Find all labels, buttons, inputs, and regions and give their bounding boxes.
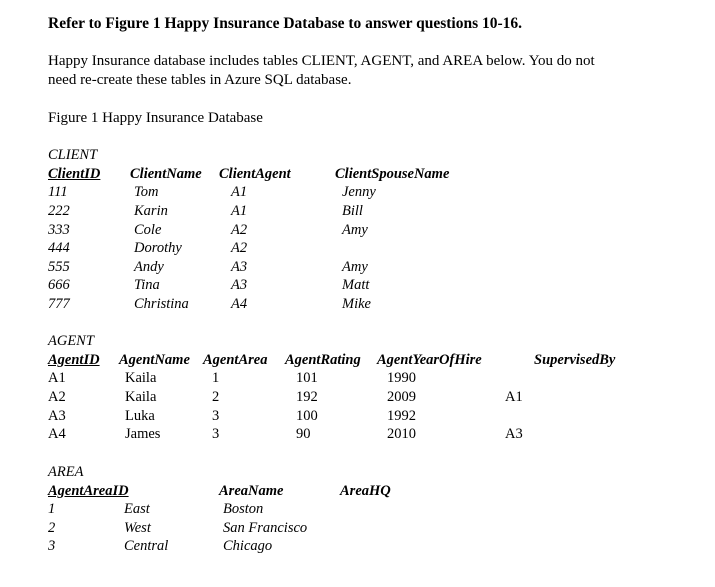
agent-name: Kaila [125, 370, 157, 386]
client-agent: A1 [231, 203, 248, 219]
client-agent: A2 [231, 222, 248, 238]
area-header-name: AreaName [219, 483, 284, 499]
intro-line-1: Happy Insurance database includes tables CLIENT, AGENT, and AREA below. You do not [48, 53, 595, 69]
client-id: 333 [48, 222, 70, 238]
agent-name: James [125, 426, 161, 442]
client-spouse: Matt [342, 277, 370, 293]
area-header-id: AgentAreaID [48, 483, 129, 499]
agent-year: 1992 [387, 408, 416, 424]
agent-header-area: AgentArea [203, 352, 268, 368]
heading: Refer to Figure 1 Happy Insurance Database to answer questions 10-16. [48, 15, 523, 32]
agent-rating: 192 [296, 389, 318, 405]
client-name: Dorothy [134, 240, 182, 256]
client-agent: A1 [231, 184, 248, 200]
client-name: Andy [134, 259, 164, 275]
area-header-hq: AreaHQ [340, 483, 391, 499]
agent-table-title: AGENT [48, 333, 94, 349]
agent-area: 2 [212, 389, 220, 405]
client-header-id: ClientID [48, 166, 101, 182]
client-spouse: Jenny [342, 184, 376, 200]
agent-supervisor: A1 [505, 389, 523, 405]
client-spouse: Mike [342, 296, 371, 312]
client-name: Tom [134, 184, 159, 200]
agent-year: 1990 [387, 370, 416, 386]
agent-header-rating: AgentRating [285, 352, 361, 368]
agent-name: Luka [125, 408, 155, 424]
agent-area: 3 [212, 426, 220, 442]
client-spouse: Amy [342, 259, 368, 275]
client-name: Tina [134, 277, 160, 293]
agent-year: 2010 [387, 426, 416, 442]
agent-rating: 101 [296, 370, 318, 386]
client-agent: A3 [231, 259, 248, 275]
intro-line-2: need re-create these tables in Azure SQL database. [48, 72, 352, 88]
area-id: 1 [48, 501, 56, 517]
agent-supervisor: A3 [505, 426, 523, 442]
client-name: Christina [134, 296, 189, 312]
client-spouse: Amy [342, 222, 368, 238]
agent-id: A1 [48, 370, 66, 386]
figure-caption: Figure 1 Happy Insurance Database [48, 110, 263, 126]
agent-header-yearofhire: AgentYearOfHire [377, 352, 482, 368]
area-id: 3 [48, 538, 56, 554]
area-city: Chicago [223, 538, 273, 554]
client-id: 222 [48, 203, 70, 219]
client-name: Karin [134, 203, 168, 219]
client-header-spouse: ClientSpouseName [335, 166, 450, 182]
area-region: East [124, 501, 150, 517]
client-id: 444 [48, 240, 70, 256]
area-region: West [124, 520, 151, 536]
agent-id: A3 [48, 408, 66, 424]
area-table-title: AREA [48, 464, 84, 480]
client-name: Cole [134, 222, 162, 238]
agent-rating: 90 [296, 426, 311, 442]
agent-header-supervisedby: SupervisedBy [534, 352, 616, 368]
agent-header-id: AgentID [48, 352, 100, 368]
client-table-title: CLIENT [48, 147, 98, 163]
client-header-name: ClientName [130, 166, 202, 182]
client-agent: A3 [231, 277, 248, 293]
agent-rating: 100 [296, 408, 318, 424]
agent-id: A4 [48, 426, 66, 442]
area-city: Boston [223, 501, 264, 517]
agent-id: A2 [48, 389, 66, 405]
area-id: 2 [48, 520, 56, 536]
agent-area: 1 [212, 370, 220, 386]
agent-area: 3 [212, 408, 220, 424]
client-id: 555 [48, 259, 70, 275]
client-id: 777 [48, 296, 70, 312]
client-id: 111 [48, 184, 68, 200]
agent-name: Kaila [125, 389, 157, 405]
client-id: 666 [48, 277, 70, 293]
client-spouse: Bill [342, 203, 363, 219]
client-agent: A4 [231, 296, 248, 312]
agent-year: 2009 [387, 389, 416, 405]
agent-header-name: AgentName [119, 352, 190, 368]
area-city: San Francisco [223, 520, 308, 536]
client-header-agent: ClientAgent [219, 166, 291, 182]
client-agent: A2 [231, 240, 248, 256]
area-region: Central [124, 538, 169, 554]
